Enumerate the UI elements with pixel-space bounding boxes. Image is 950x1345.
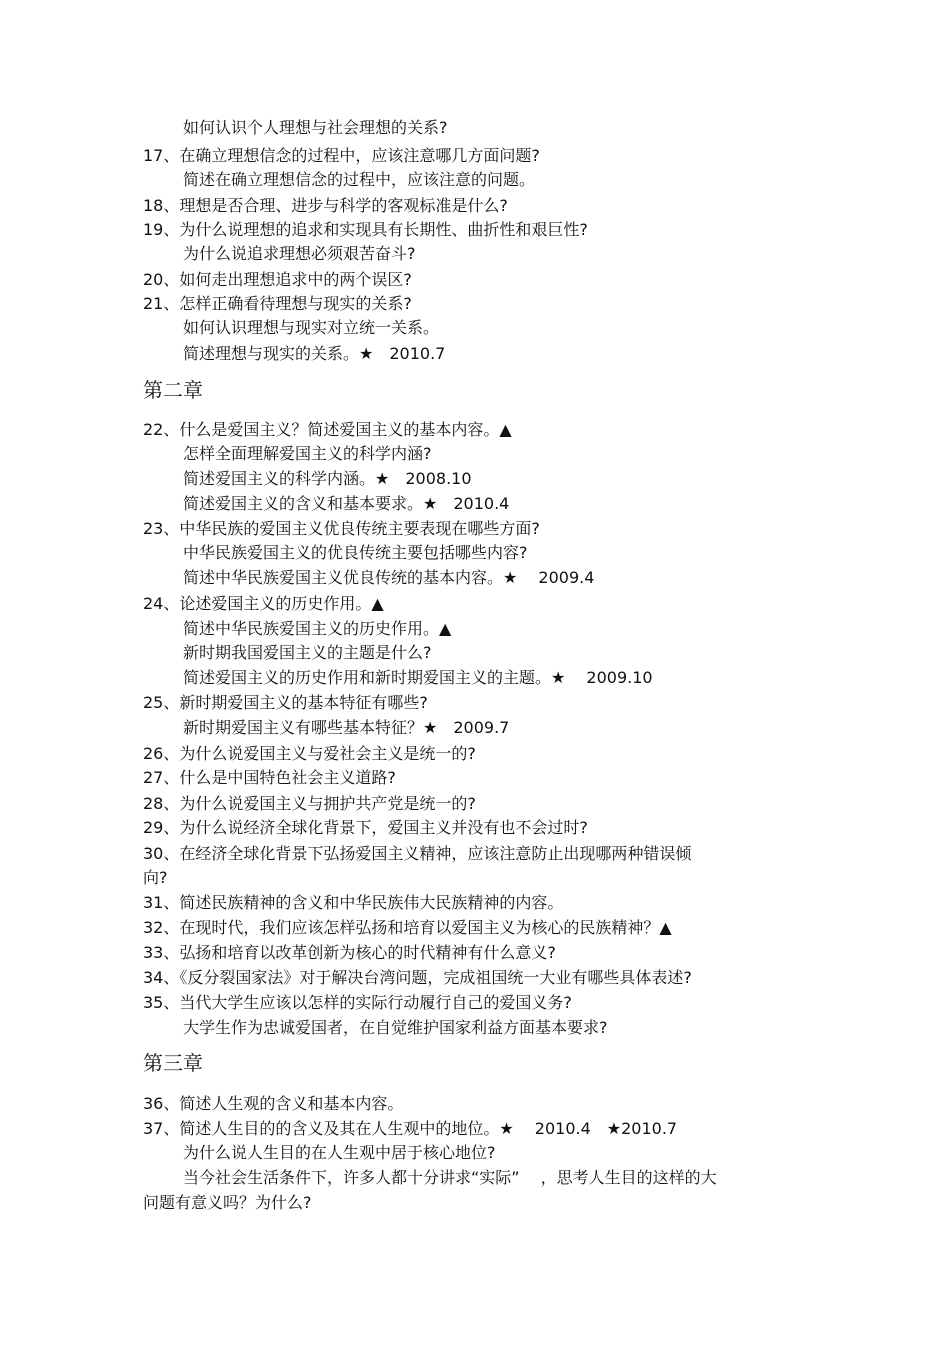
text-line: 为什么说追求理想必须艰苦奋斗? bbox=[183, 244, 416, 263]
question-27: 27、什么是中国特色社会主义道路? bbox=[143, 768, 396, 787]
text-line: 简述爱国主义的科学内涵。★ 2008.10 bbox=[183, 469, 472, 488]
question-35: 35、当代大学生应该以怎样的实际行动履行自己的爱国义务? bbox=[143, 993, 572, 1012]
text-line: 如何认识理想与现实对立统一关系。 bbox=[183, 318, 440, 337]
text-line: 简述在确立理想信念的过程中，应该注意的问题。 bbox=[183, 170, 536, 189]
question-32: 32、在现时代，我们应该怎样弘扬和培育以爱国主义为核心的民族精神？▲ bbox=[143, 918, 672, 937]
text-line: 如何认识个人理想与社会理想的关系? bbox=[183, 118, 448, 137]
text-line: 新时期爱国主义有哪些基本特征？★ 2009.7 bbox=[183, 718, 510, 737]
chapter-heading-3: 第三章 bbox=[143, 1051, 203, 1075]
question-20: 20、如何走出理想追求中的两个误区? bbox=[143, 270, 412, 289]
text-line: 简述爱国主义的含义和基本要求。★ 2010.4 bbox=[183, 494, 510, 513]
text-line: 问题有意义吗？为什么? bbox=[143, 1193, 312, 1212]
question-36: 36、简述人生观的含义和基本内容。 bbox=[143, 1094, 404, 1113]
text-line: 中华民族爱国主义的优良传统主要包括哪些内容? bbox=[183, 543, 528, 562]
question-30: 30、在经济全球化背景下弘扬爱国主义精神，应该注意防止出现哪两种错误倾 bbox=[143, 844, 692, 863]
text-line: 大学生作为忠诚爱国者，在自觉维护国家利益方面基本要求? bbox=[183, 1018, 608, 1037]
question-34: 34、《反分裂国家法》对于解决台湾问题，完成祖国统一大业有哪些具体表述? bbox=[143, 968, 692, 987]
question-33: 33、弘扬和培育以改革创新为核心的时代精神有什么意义? bbox=[143, 943, 556, 962]
question-18: 18、理想是否合理、进步与科学的客观标准是什么? bbox=[143, 196, 508, 215]
question-17: 17、在确立理想信念的过程中，应该注意哪几方面问题? bbox=[143, 146, 540, 165]
question-22: 22、什么是爱国主义？简述爱国主义的基本内容。▲ bbox=[143, 420, 512, 439]
question-31: 31、简述民族精神的含义和中华民族伟大民族精神的内容。 bbox=[143, 893, 564, 912]
question-28: 28、为什么说爱国主义与拥护共产党是统一的? bbox=[143, 794, 476, 813]
text-line: 怎样全面理解爱国主义的科学内涵? bbox=[183, 444, 432, 463]
text-line: 简述中华民族爱国主义的历史作用。▲ bbox=[183, 619, 452, 638]
question-19: 19、为什么说理想的追求和实现具有长期性、曲折性和艰巨性? bbox=[143, 220, 588, 239]
text-line: 简述理想与现实的关系。★ 2010.7 bbox=[183, 344, 446, 363]
question-26: 26、为什么说爱国主义与爱社会主义是统一的? bbox=[143, 744, 476, 763]
question-24: 24、论述爱国主义的历史作用。▲ bbox=[143, 594, 384, 613]
text-line: 新时期我国爱国主义的主题是什么? bbox=[183, 643, 432, 662]
chapter-heading-2: 第二章 bbox=[143, 378, 203, 402]
question-37: 37、简述人生目的的含义及其在人生观中的地位。★ 2010.4 ★2010.7 bbox=[143, 1119, 678, 1138]
text-line: 简述爱国主义的历史作用和新时期爱国主义的主题。★ 2009.10 bbox=[183, 668, 653, 687]
text-line: 为什么说人生目的在人生观中居于核心地位? bbox=[183, 1143, 496, 1162]
text-line: 向? bbox=[143, 868, 168, 887]
question-23: 23、中华民族的爱国主义优良传统主要表现在哪些方面? bbox=[143, 519, 540, 538]
question-25: 25、新时期爱国主义的基本特征有哪些? bbox=[143, 693, 428, 712]
question-21: 21、怎样正确看待理想与现实的关系? bbox=[143, 294, 412, 313]
text-line: 简述中华民族爱国主义优良传统的基本内容。★ 2009.4 bbox=[183, 568, 595, 587]
text-line: 当今社会生活条件下，许多人都十分讲求“实际” ，思考人生目的这样的大 bbox=[183, 1168, 717, 1187]
question-29: 29、为什么说经济全球化背景下，爱国主义并没有也不会过时? bbox=[143, 818, 588, 837]
